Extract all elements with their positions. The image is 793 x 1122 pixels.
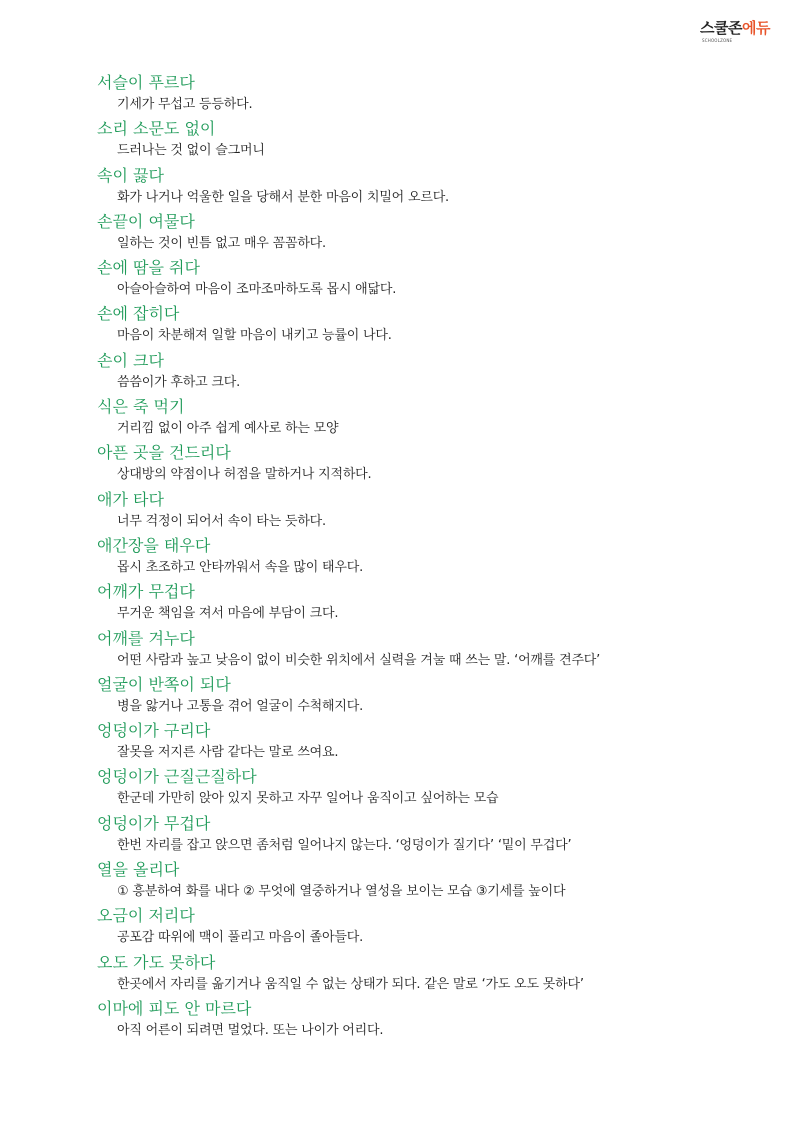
idiom-definition: 상대방의 약점이나 허점을 말하거나 지적하다. [117, 467, 372, 483]
idiom-definition: 잘못을 저지른 사람 같다는 말로 쓰여요. [117, 745, 339, 761]
idiom-term: 손이 크다 [97, 350, 164, 370]
idiom-entry [97, 859, 757, 905]
idiom-term: 이마에 피도 안 마르다 [97, 998, 252, 1018]
idiom-term: 오금이 저리다 [97, 906, 195, 926]
idiom-entry [97, 952, 757, 998]
idiom-entry [97, 257, 757, 303]
idiom-definition: ① 흥분하여 화를 내다 ② 무엇에 열중하거나 열성을 보이는 모습 ③기세를 높이다 [117, 884, 566, 900]
idiom-definition: 아슬아슬하여 마음이 조마조마하도록 몹시 애닯다. [117, 282, 397, 298]
logo-wordmark [700, 20, 770, 37]
idiom-term: 열을 올리다 [97, 860, 180, 880]
logo-text-main: 스쿨존 [700, 19, 742, 37]
idiom-definition: 어떤 사람과 높고 낮음이 없이 비슷한 위치에서 실력을 겨눌 때 쓰는 말. ‘어깨를 견주다’ [117, 652, 601, 668]
idiom-term: 속이 끓다 [97, 165, 164, 185]
idiom-entry [97, 72, 757, 118]
idiom-definition: 거리낌 없이 아주 쉽게 예사로 하는 모양 [117, 421, 339, 437]
idiom-definition: 한곳에서 자리를 옮기거나 움직일 수 없는 상태가 되다. 같은 말로 ‘가도 오도 못하다’ [117, 976, 584, 992]
idiom-definition: 공포감 따위에 맥이 풀리고 마음이 졸아들다. [117, 930, 364, 946]
idiom-entry [97, 628, 757, 674]
idiom-entry [97, 165, 757, 211]
idiom-term: 손끝이 여물다 [97, 211, 195, 231]
idiom-definition: 병을 앓거나 고통을 겪어 얼굴이 수척해지다. [117, 698, 364, 714]
idiom-entry [97, 535, 757, 581]
idiom-entry [97, 766, 757, 812]
idiom-term: 식은 죽 먹기 [97, 397, 185, 417]
idiom-definition: 화가 나거나 억울한 일을 당해서 분한 마음이 치밀어 오르다. [117, 189, 449, 205]
idiom-definition: 마음이 차분해져 일할 마음이 내키고 능률이 나다. [117, 328, 392, 344]
idiom-term: 손에 잡히다 [97, 304, 180, 324]
logo-text-accent: 에듀 [741, 19, 770, 37]
idiom-term: 손에 땀을 쥐다 [97, 258, 200, 278]
idiom-list [97, 72, 757, 1044]
idiom-entry [97, 442, 757, 488]
logo-subtext: SCHOOLZONE [702, 38, 733, 43]
schoolzone-logo [700, 20, 778, 48]
idiom-definition: 너무 걱정이 되어서 속이 타는 듯하다. [117, 513, 326, 529]
idiom-term: 애간장을 태우다 [97, 535, 211, 555]
idiom-term: 얼굴이 반쪽이 되다 [97, 674, 231, 694]
idiom-term: 소리 소문도 없이 [97, 119, 216, 139]
idiom-entry [97, 303, 757, 349]
idiom-entry [97, 350, 757, 396]
idiom-term: 엉덩이가 근질근질하다 [97, 767, 257, 787]
idiom-entry [97, 813, 757, 859]
idiom-entry [97, 998, 757, 1044]
idiom-definition: 한군데 가만히 앉아 있지 못하고 자꾸 일어나 움직이고 싶어하는 모습 [117, 791, 499, 807]
idiom-term: 엉덩이가 무겁다 [97, 813, 211, 833]
idiom-entry [97, 674, 757, 720]
idiom-definition: 무거운 책임을 져서 마음에 부담이 크다. [117, 606, 339, 622]
idiom-entry [97, 489, 757, 535]
idiom-entry [97, 396, 757, 442]
idiom-term: 오도 가도 못하다 [97, 952, 216, 972]
idiom-definition: 기세가 무섭고 등등하다. [117, 97, 253, 112]
idiom-term: 애가 타다 [97, 489, 164, 509]
idiom-term: 어깨가 무겁다 [97, 582, 195, 602]
idiom-entry [97, 905, 757, 951]
idiom-definition: 몹시 초조하고 안타까워서 속을 많이 태우다. [117, 559, 364, 575]
idiom-term: 엉덩이가 구리다 [97, 721, 211, 741]
idiom-entry [97, 720, 757, 766]
idiom-entry [97, 118, 757, 164]
idiom-definition: 드러나는 것 없이 슬그머니 [117, 143, 265, 159]
idiom-definition: 아직 어른이 되려면 멀었다. 또는 나이가 어리다. [117, 1022, 384, 1038]
idiom-definition: 씀씀이가 후하고 크다. [117, 374, 241, 390]
idiom-definition: 한번 자리를 잡고 앉으면 좀처럼 일어나지 않는다. ‘엉덩이가 질기다’ ‘밑이 무겁다’ [117, 837, 572, 853]
idiom-term: 아픈 곳을 건드리다 [97, 443, 231, 463]
idiom-entry [97, 211, 757, 257]
idiom-term: 어깨를 겨누다 [97, 628, 195, 648]
idiom-definition: 일하는 것이 빈틈 없고 매우 꼼꼼하다. [117, 235, 326, 251]
idiom-term: 서슬이 푸르다 [97, 73, 195, 92]
idiom-entry [97, 581, 757, 627]
